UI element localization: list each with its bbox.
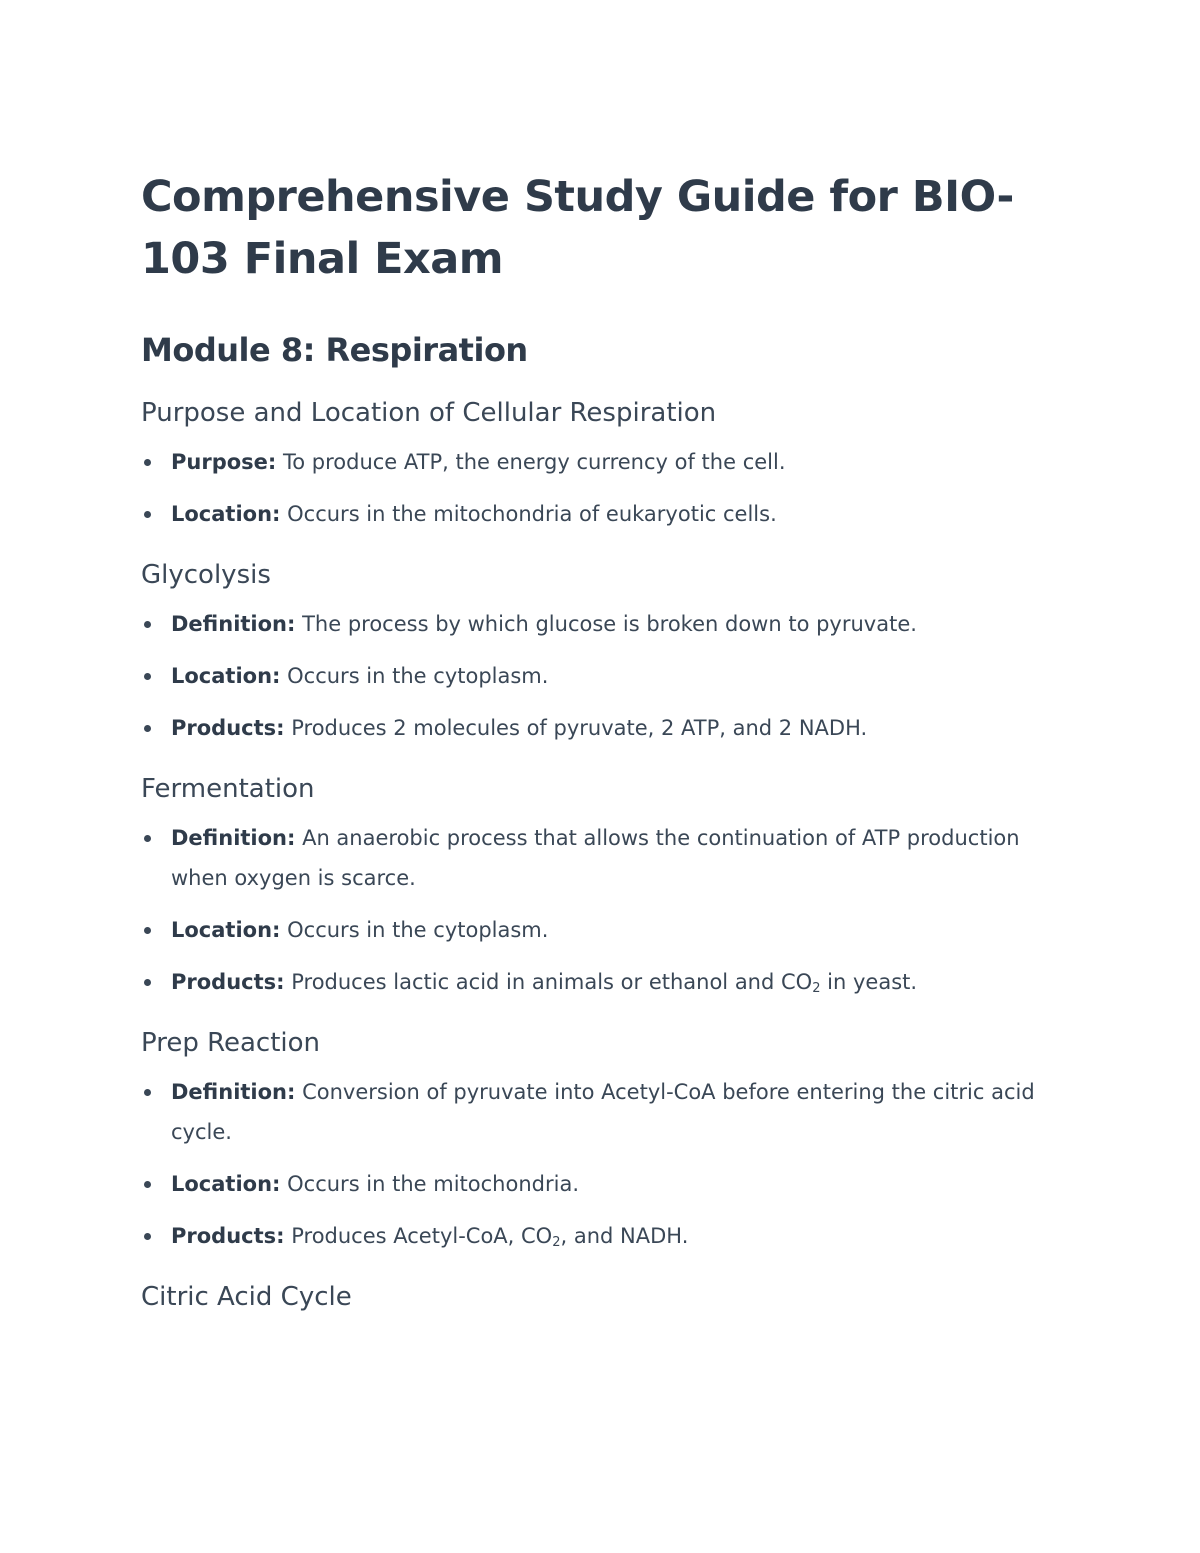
item-term: Products: xyxy=(171,970,285,994)
item-text: Produces Acetyl-CoA, CO xyxy=(284,1224,553,1248)
list-item xyxy=(141,442,1061,482)
item-term: Location: xyxy=(171,918,281,942)
bullet-icon xyxy=(144,927,151,934)
section-heading: Citric Acid Cycle xyxy=(141,1282,352,1312)
subscript: 2 xyxy=(552,1235,561,1250)
bullet-icon xyxy=(144,835,151,842)
list-item xyxy=(141,1072,1061,1152)
item-text: Occurs in the cytoplasm. xyxy=(280,918,549,942)
list-item xyxy=(141,708,1061,748)
bullet-icon xyxy=(144,979,151,986)
document-title: Comprehensive Study Guide for BIO-103 Final Exam xyxy=(141,172,1014,284)
bullet-list xyxy=(141,604,1061,748)
list-item xyxy=(141,1164,1061,1204)
item-text: To produce ATP, the energy currency of the cell. xyxy=(276,450,786,474)
item-term: Purpose: xyxy=(171,450,277,474)
document-page xyxy=(141,166,1061,1316)
item-term: Products: xyxy=(171,1224,285,1248)
item-term: Definition: xyxy=(171,826,296,850)
item-term: Location: xyxy=(171,502,281,526)
list-item xyxy=(141,962,1061,1002)
bullet-list xyxy=(141,1072,1061,1256)
item-term: Location: xyxy=(171,664,281,688)
bullet-icon xyxy=(144,459,151,466)
bullet-icon xyxy=(144,1089,151,1096)
item-text: An anaerobic process that allows the continuation of ATP production when oxygen is scarce. xyxy=(171,826,1020,890)
item-text: , and NADH. xyxy=(560,1224,689,1248)
list-item xyxy=(141,494,1061,534)
item-text: Occurs in the cytoplasm. xyxy=(280,664,549,688)
item-text: in yeast. xyxy=(820,970,918,994)
list-item xyxy=(141,604,1061,644)
list-item xyxy=(141,1216,1061,1256)
bullet-icon xyxy=(144,511,151,518)
bullet-icon xyxy=(144,725,151,732)
item-term: Definition: xyxy=(171,1080,296,1104)
item-text: Occurs in the mitochondria of eukaryotic cells. xyxy=(280,502,777,526)
module-heading: Module 8: Respiration xyxy=(141,331,528,369)
subscript: 2 xyxy=(812,981,821,996)
section-heading: Fermentation xyxy=(141,774,315,804)
item-term: Definition: xyxy=(171,612,296,636)
item-text: The process by which glucose is broken down to pyruvate. xyxy=(295,612,917,636)
bullet-icon xyxy=(144,1233,151,1240)
section-heading: Purpose and Location of Cellular Respiration xyxy=(141,398,717,428)
section-heading: Prep Reaction xyxy=(141,1028,321,1058)
item-term: Products: xyxy=(171,716,285,740)
item-text: Produces lactic acid in animals or ethanol and CO xyxy=(284,970,813,994)
bullet-list xyxy=(141,442,1061,534)
section-heading: Glycolysis xyxy=(141,560,271,590)
item-term: Location: xyxy=(171,1172,281,1196)
bullet-list xyxy=(141,818,1061,1002)
bullet-icon xyxy=(144,1181,151,1188)
bullet-icon xyxy=(144,621,151,628)
bullet-icon xyxy=(144,673,151,680)
item-text: Conversion of pyruvate into Acetyl-CoA before entering the citric acid cycle. xyxy=(171,1080,1035,1144)
item-text: Occurs in the mitochondria. xyxy=(280,1172,579,1196)
list-item xyxy=(141,656,1061,696)
item-text: Produces 2 molecules of pyruvate, 2 ATP, and 2 NADH. xyxy=(284,716,868,740)
list-item xyxy=(141,910,1061,950)
list-item xyxy=(141,818,1061,898)
